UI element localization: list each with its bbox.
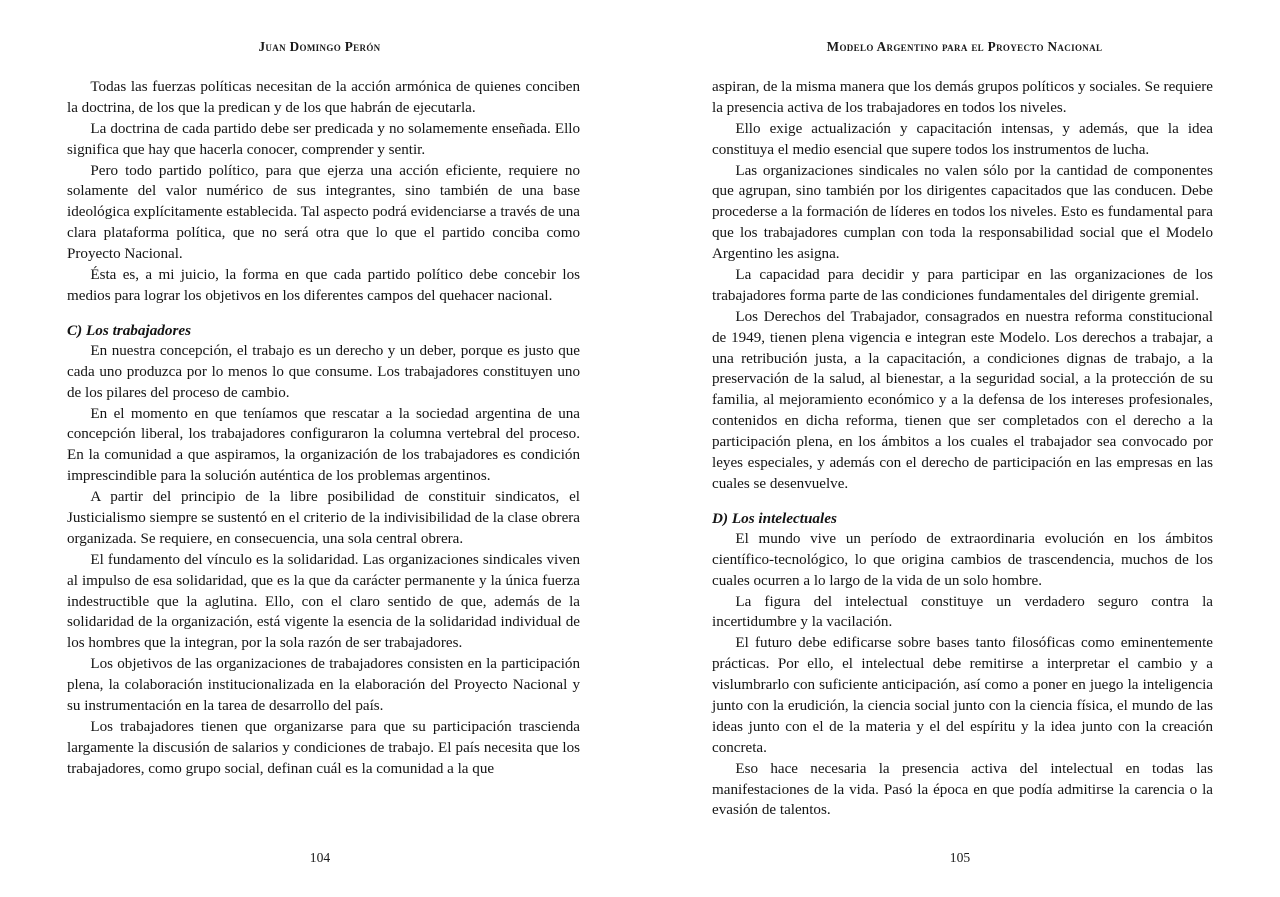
paragraph: Los objetivos de las organizaciones de trabajadores consisten en la participación plena, la colaboración institucionalizada en la elaboración del Proyecto Nacional y su instrumentación en la tarea de desarrollo del país.: [67, 656, 580, 714]
page-number-left: 104: [309, 850, 331, 865]
paragraph: En nuestra concepción, el trabajo es un derecho y un deber, porque es justo que cada uno produzca por lo menos lo que consume. Los trabajadores constituyen uno de los pilares del proceso de cambio.: [67, 342, 580, 401]
paragraph: La doctrina de cada partido debe ser predicada y no solamemente enseñada. Ello significa que hay que hacerla conocer, comprender y sentir.: [67, 120, 580, 158]
paragraph: El mundo vive un período de extraordinaria evolución en los ámbitos científico-tecnológico, lo que origina cambios de trascendencia, muchos de los cuales ocurren a lo largo de la vida de un solo hombre.: [712, 530, 1213, 589]
paragraph: Ello exige actualización y capacitación intensas, y además, que la idea constituya el medio esencial que supere todos los instrumentos de lucha.: [712, 120, 1213, 158]
section-heading-d: D) Los intelectuales: [712, 509, 837, 527]
page-number-right: 105: [949, 850, 971, 865]
paragraph: Los Derechos del Trabajador, consagrados en nuestra reforma constitucional de 1949, tienen plena vigencia e integran este Modelo. Los derechos a trabajar, a una retribución justa, a la capacitación, a condiciones dignas de trabajo, a la preservación de la salud, al bienestar, a la seguridad social, a la protección de su familia, al mejoramiento económico y a la defensa de los intereses profesionales, contenidos en dicha reforma, tienen que ser completados con el derecho a la participación plena, en los ámbitos a los cuales el trabajador sea convocado por leyes especiales, y además con el derecho de participación en las empresas en las cuales se desenvuelve.: [712, 308, 1213, 492]
running-head-right: Modelo Argentino para el Proyecto Nacional: [826, 39, 1103, 54]
running-head-left: Juan Domingo Perón: [258, 39, 381, 54]
paragraph: Ésta es, a mi juicio, la forma en que cada partido político debe concebir los medios para lograr los objetivos en los diferentes campos del quehacer nacional.: [67, 267, 580, 304]
body-text-left: [67, 77, 580, 780]
paragraph: En el momento en que teníamos que rescatar a la sociedad argentina de una concepción liberal, los trabajadores configuraron la columna vertebral del proceso. En la comunidad a que aspiramos, la organización de los trabajadores es condición imprescindible para la solución auténtica de los problemas argentinos.: [67, 405, 580, 485]
body-text-right: [712, 77, 1213, 821]
paragraph: La figura del intelectual constituye un verdadero seguro contra la incertidumbre y la vacilación.: [712, 593, 1213, 631]
paragraph: Las organizaciones sindicales no valen sólo por la cantidad de componentes que agrupan, sino también por los dirigentes capacitados que las conducen. Debe procederse a la formación de líderes en todos los niveles. Esto es fundamental para que los trabajadores cumplan con toda la responsabilidad social que el Modelo Argentino les asigna.: [712, 162, 1213, 263]
paragraph: La capacidad para decidir y para participar en las organizaciones de los trabajadores forma parte de las condiciones fundamentales del dirigente gremial.: [712, 267, 1213, 304]
page-right: [640, 0, 1280, 897]
section-heading-c: C) Los trabajadores: [67, 321, 192, 339]
paragraph: Eso hace necesaria la presencia activa del intelectual en todas las manifestaciones de la vida. Pasó la época en que podía admitirse la carencia o la evasión de talentos.: [712, 760, 1213, 819]
paragraph: A partir del principio de la libre posibilidad de constituir sindicatos, el Justicialismo siempre se sustentó en el criterio de la indivisibilidad de la clase obrera organizada. Se requiere, en consecuencia, una sola central obrera.: [67, 489, 580, 547]
paragraph: Los trabajadores tienen que organizarse para que su participación trascienda largamente la discusión de salarios y condiciones de trabajo. El país necesita que los trabajadores, como grupo social, definan cuál es la comunidad a la que: [67, 718, 580, 777]
paragraph: El futuro debe edificarse sobre bases tanto filosóficas como eminentemente prácticas. Por ello, el intelectual debe remitirse a interpretar el cambio y a vislumbrarlo con suficiente anticipación, así como a poner en juego la inteligencia junto con la erudición, la ciencia social junto con la ciencia física, el mundo de las ideas junto con el de la materia y el del espíritu y la idea junto con la creación concreta.: [712, 635, 1213, 756]
paragraph: aspiran, de la misma manera que los demás grupos políticos y sociales. Se requiere la presencia activa de los trabajadores en todos los niveles.: [712, 79, 1213, 116]
paragraph: El fundamento del vínculo es la solidaridad. Las organizaciones sindicales viven al impulso de esa solidaridad, que es la que da carácter permanente y la única fuerza indestructible que la aglutina. Ello, con el claro sentido de que, además de la solidaridad de la organización, está vigente la esencia de la solidaridad individual de los hombres que la integran, por la sola razón de ser trabajadores.: [67, 551, 580, 652]
paragraph: Todas las fuerzas políticas necesitan de la acción armónica de quienes conciben la doctrina, de los que la predican y de los que habrán de ejecutarla.: [67, 79, 580, 116]
paragraph: Pero todo partido político, para que ejerza una acción eficiente, requiere no solamente del valor numérico de sus integrantes, sino también de una base ideológica explícitamente establecida. Tal aspecto podrá evidenciarse a través de una clara plataforma política, que no será otra que lo que el partido conciba como Proyecto Nacional.: [67, 162, 580, 263]
